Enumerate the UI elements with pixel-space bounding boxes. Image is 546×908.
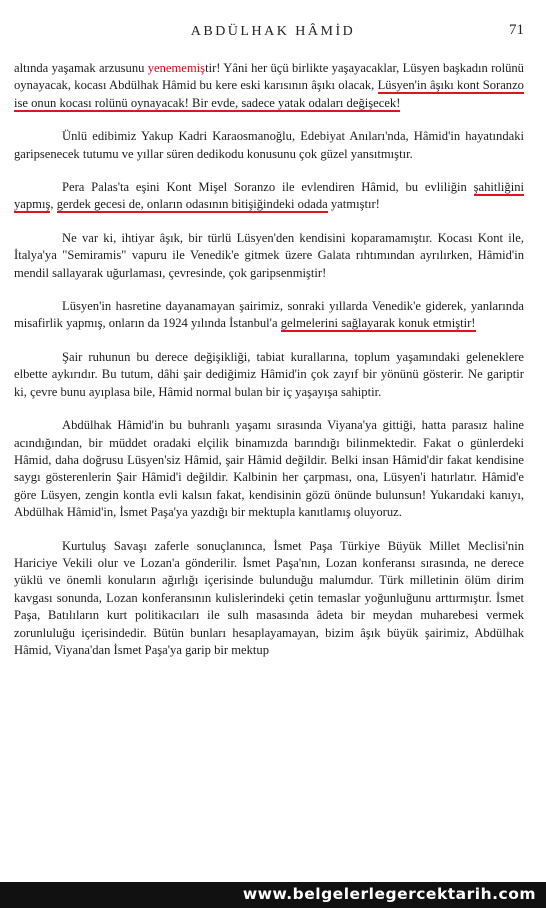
- paragraph-5: [14, 298, 524, 333]
- paragraph-3: [14, 179, 524, 214]
- paragraph-4: Ne var ki, ihtiyar âşık, bir türlü Lüsyen'den kendisini koparamamıştır. Kocası Kont ile, İtalya'ya "Semiramis" vapuru ile Venedik'e gitmek üzere Galata rıhtımından ayrılırken, Hâmid'in mendil sallayarak uğurlaması, çevresinde, çok garipsenmiştir!: [14, 230, 524, 280]
- paragraph-6: Şair ruhunun bu derece değişikliği, tabiat kurallarına, toplum yaşamındaki geleneklere elbette aykırıdır. Bu tutum, dâhi şair dediğimiz Hâmid'in çok zayıf bir yönünü gösterir. Ne gariptir ki, çevre bunu ayıplasa bile, Hâmid normal bulan bir iç yaşayışa sahiptir.: [14, 349, 524, 399]
- paragraph-2: Ünlü edibimiz Yakup Kadri Karaosmanoğlu, Edebiyat Anıları'nda, Hâmid'in hayatındaki garipsenecek tutumu ve yıllar süren dedikodu konusunu çok güzel yansıtmıştır.: [14, 129, 524, 161]
- p3-text-a: Pera Palas'ta eşini Kont Mişel Soranzo ile evlendiren Hâmid, bu evliliğin: [62, 180, 474, 195]
- p3-text-c: ,: [50, 197, 57, 212]
- p3-text-e: yatmıştır!: [327, 197, 380, 212]
- footer-website: www.belgelerlegercektarih.com: [242, 885, 536, 903]
- page-header: [0, 18, 546, 42]
- p1-text-a: altında yaşamak arzusunu: [14, 61, 148, 75]
- paragraph-1: [14, 60, 524, 112]
- paragraph-7: Abdülhak Hâmid'in bu buhranlı yaşamı sırasında Viyana'ya gittiği, hatta parasız haline acındığından, bir müddet oradaki elçilik binamızda barındığı bilinmektedir. Fakat o günlerdeki Hâmid, daha doğrusu Lüsyen'siz Hâmid, şair Hâmid değildir. Belki insan Hâmid'dir fakat kendisine saygı gösterenlerin Şair Hâmid'i değildir. Kalbinin her çarpması, ona, Lüsyen'i hatırlatır. Hâmid'e göre Lüsyen, zengin kontla evli kalsın fakat, kendisinin gözü önünde bulunsun! Yukarıdaki kanıyı, Abdülhak Hâmid'in, İsmet Paşa'ya yazdığı bir mektupla kanıtlamış oluyoruz.: [14, 418, 524, 520]
- running-title: ABDÜLHAK HÂMİD: [190, 24, 356, 39]
- page-number: 71: [509, 22, 524, 38]
- p3-underlined-gerdek: gerdek gecesi de, onların odasının bitişiğindeki odada: [56, 197, 328, 212]
- p1-highlight-yenememis: yenememiş: [147, 61, 206, 75]
- p5-text-a: Lüsyen'in hasretine dayanamayan şairimiz, sonraki yıllarda Venedik'e giderek, yanlarında misafirlik yapmış, onların da 1924 yılında İstanbul'a: [14, 299, 524, 331]
- p1-underlined-passage: Lüsyen'in âşıkı kont Soranzo ise onun kocası rolünü oynayacak! Bir evde, sadece yatak odaları değişecek!: [14, 78, 524, 110]
- p5-underlined-konuk: gelmelerini sağlayarak konuk etmiştir!: [280, 316, 476, 331]
- p3-underlined-sahitligini: şahitliğini yapmış: [14, 180, 524, 212]
- footer-bar: [0, 882, 546, 908]
- p1-text-c: tir! Yâni her üçü birlikte yaşayacaklar, Lüsyen başkadın rolünü oynayacak, kocası Abdülhak Hâmid bu kere eski karısının âşıkı olacak,: [14, 61, 524, 93]
- paragraph-8: Kurtuluş Savaşı zaferle sonuçlanınca, İsmet Paşa Türkiye Büyük Millet Meclisi'nin Hariciye Vekili olur ve Lozan'a gönderilir. İsmet Paşa'nın, Lozan konferansı sırasında, ne derece yüklü ve önemli konuların ağırlığı içerisinde bulunduğu malumdur. Türk milletinin ölüm dirim kavgası sonunda, Lozan konferansının kulislerindeki çetin temaslar yoğunluğunu arttırmıştır. İsmet Paşa, Batılıların kurt politikacıları ile sulh masasında âdeta bir meydan muharebesi vermek zorunluluğu içerisindedir. Bütün bunları hesaplayamayan, bizim âşık büyük şairimiz, Abdülhak Hâmid, Viyana'dan İsmet Paşa'ya garip bir mektup: [14, 538, 524, 657]
- body-text: [14, 60, 524, 659]
